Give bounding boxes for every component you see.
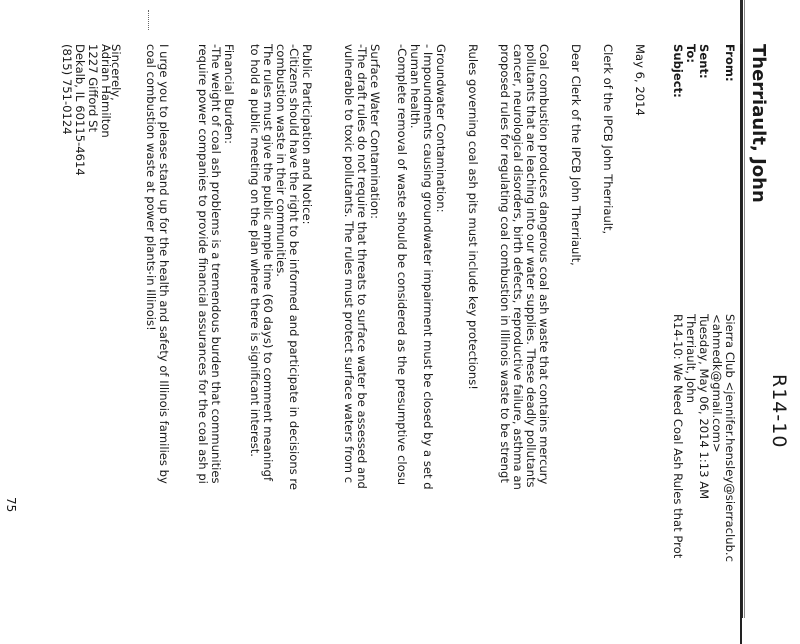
para1-line: pollutants that are leaching into our water supplies. These deadly pollutants: [524, 44, 538, 488]
subject-value: R14-10: We Need Coal Ash Rules that Prot: [671, 314, 685, 559]
para2: Rules governing coal ash pits must include key protections!: [466, 44, 480, 390]
pp-heading: Public Participation and Notice:: [300, 44, 314, 225]
pp-line: to hold a public meeting on the plan where there is significant interest.: [248, 44, 262, 457]
gw-heading: Groundwater Contamination:: [434, 44, 448, 213]
scan-artifact: [148, 10, 150, 30]
signature-phone: (815) 751-0124: [60, 44, 74, 135]
gw-line: -Complete removal of waste should be considered as the presumptive closu: [395, 44, 409, 486]
para1-line: proposed rules for regulating coal combustion in Illinois waste to be strengt: [498, 44, 512, 483]
gw-line: - Impoundments causing groundwater impairment must be closed by a set d: [421, 44, 435, 490]
pp-line: -Citizens should have the right to be informed and participate in decisions re: [287, 44, 301, 491]
sent-value: Tuesday, May 06, 2014 1:13 AM: [697, 314, 711, 500]
fb-heading: Financial Burden:: [222, 44, 236, 145]
from-label: From:: [723, 44, 737, 82]
from-value-email: <ahmedk@gmail.com>: [710, 314, 724, 453]
doc-number: R14-10: [768, 374, 790, 449]
sent-label: Sent:: [697, 44, 711, 79]
signature-name: Adrian Hamilton: [99, 44, 113, 138]
salutation-2: Dear Clerk of the IPCB John Therriault,: [569, 44, 583, 266]
closing: Sincerely,: [109, 44, 123, 101]
pp-line: combustion waste in their communities.: [274, 44, 288, 277]
to-value: Therriault, John: [684, 314, 698, 403]
page-number: 75: [4, 497, 18, 513]
urge-line: coal combustion waste at power plants in Illinois!: [144, 44, 158, 331]
subject-label: Subject:: [671, 44, 685, 98]
gw-line: human health.: [408, 44, 422, 129]
from-value: Sierra Club <jennifer.hensley@sierraclub.c: [723, 314, 737, 562]
pp-line: The rules must give the public ample time (60 days) to comment meaningf: [261, 44, 275, 482]
letter-date: May 6, 2014: [633, 44, 647, 116]
sender-title: Therriault, John: [748, 44, 769, 203]
header-rule: [740, 44, 742, 644]
rotated-document: [95, 44, 795, 644]
signature-city: Dekalb, IL 60115-4614: [73, 44, 87, 176]
para1-line: cancer, neurological disorders, birth defects, reproductive failure, asthma an: [511, 44, 525, 490]
fb-line: -The weight of coal ash problems is a tremendous burden that communities: [209, 44, 223, 484]
signature-street: 1227 Gifford St: [86, 44, 100, 132]
para1-line: Coal combustion produces dangerous coal ash waste that contains mercury: [537, 44, 551, 485]
urge-line: I urge you to please stand up for the health and safety of Illinois families by: [157, 44, 171, 484]
fb-line: require power companies to provide financial assurances for the coal ash pi: [196, 44, 210, 484]
sw-heading: Surface Water Contamination:: [368, 44, 382, 220]
sw-line: vulnerable to toxic pollutants. The rules must protect surface waters from c: [342, 44, 356, 484]
sw-line: -The draft rules do not require that threats to surface water be assessed and: [355, 44, 369, 489]
salutation-1: Clerk of the IPCB John Therriault,: [601, 44, 615, 235]
to-label: To:: [684, 44, 698, 63]
